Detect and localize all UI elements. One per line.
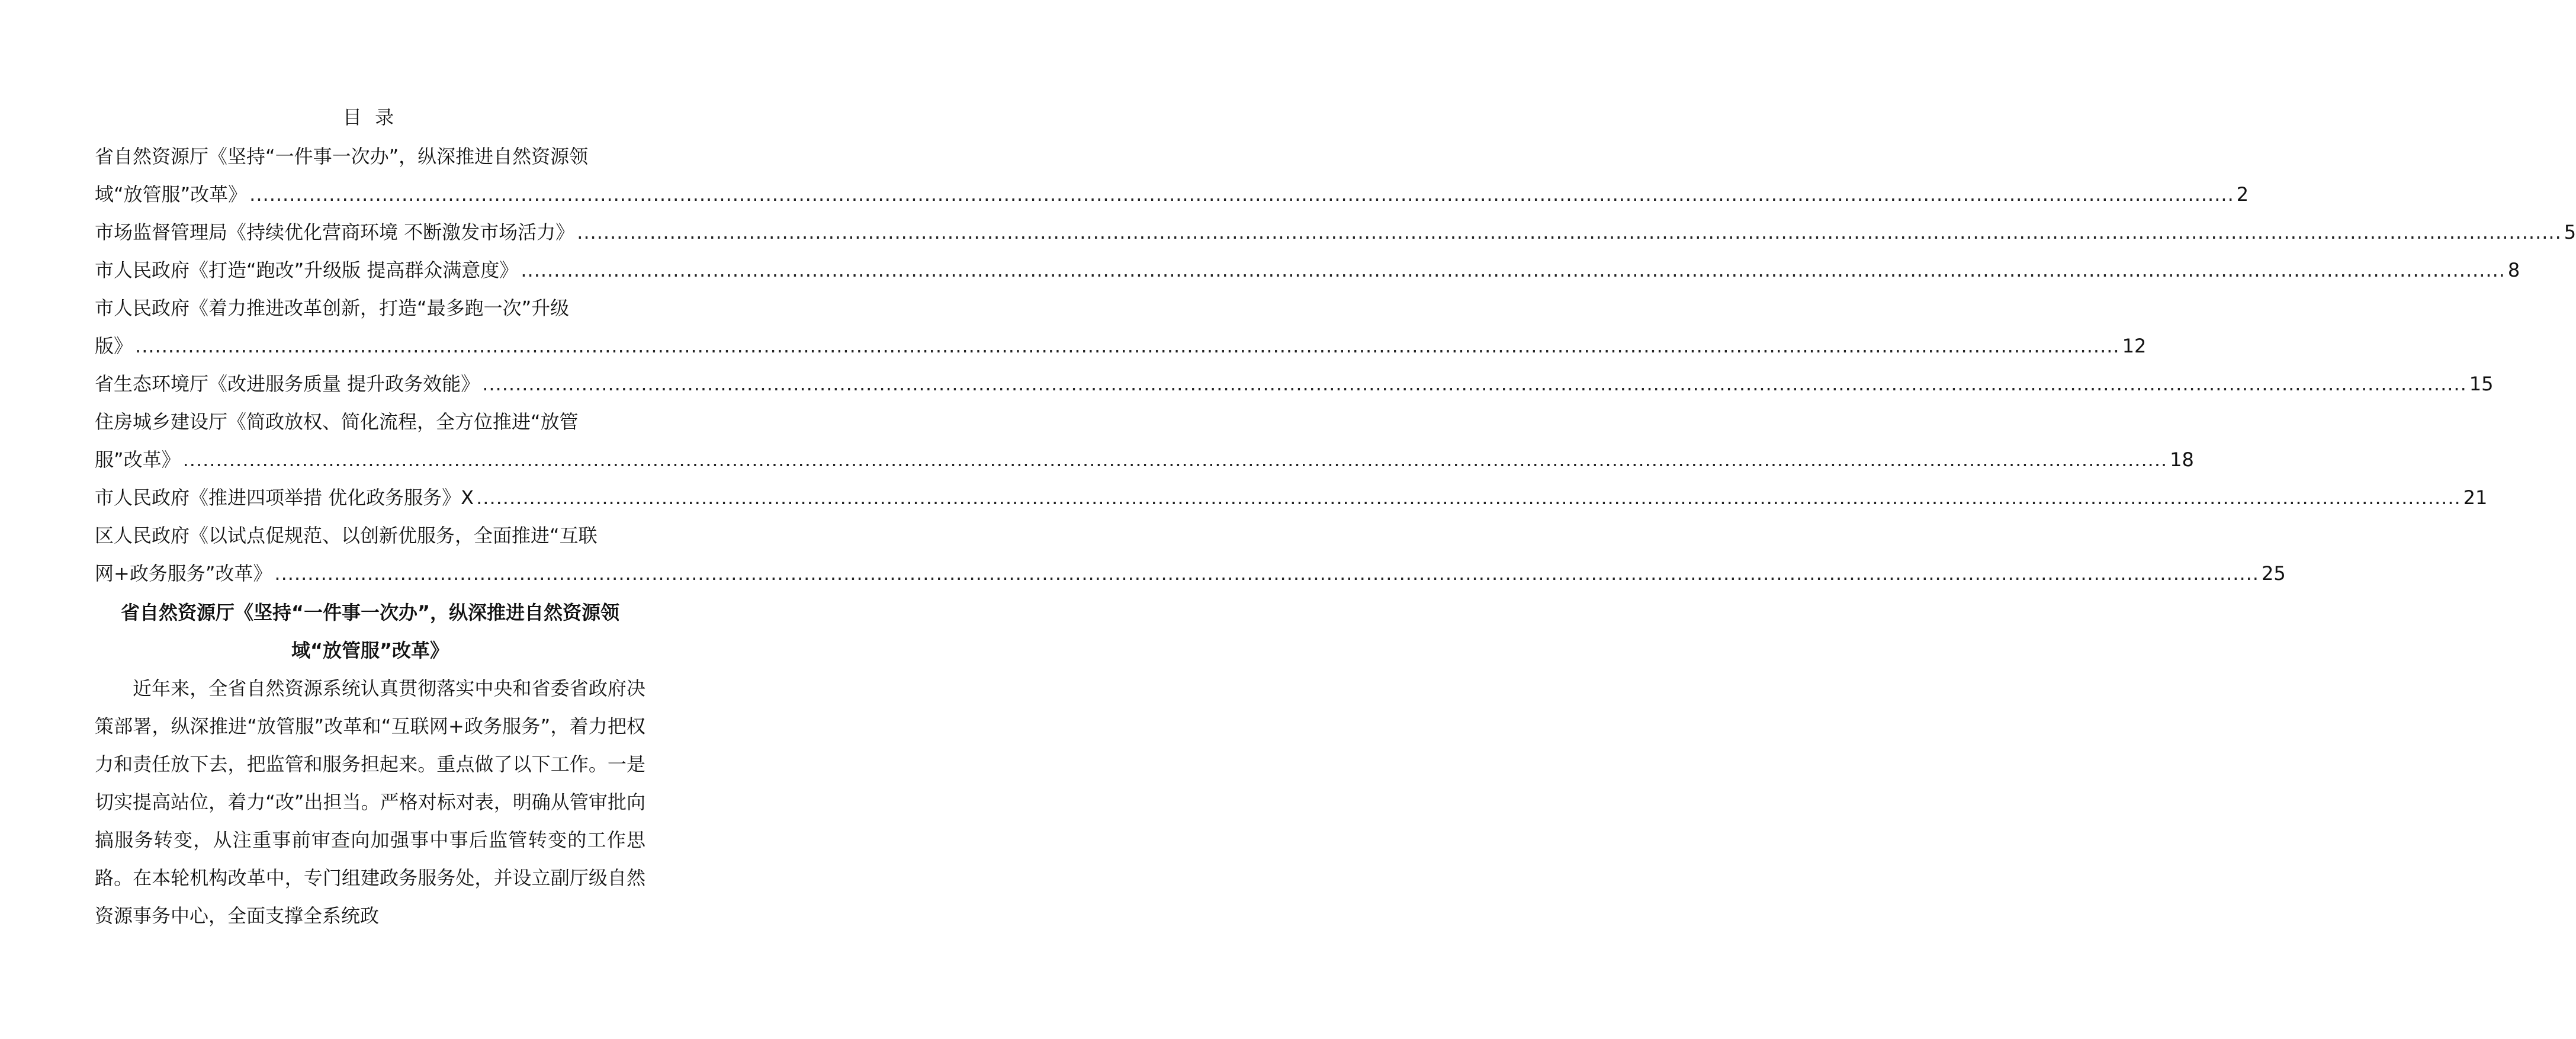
toc-page-number: 12: [2122, 335, 2147, 357]
toc-entry-title-line: 区人民政府《以试点促规范、以创新优服务，全面推进“互联: [95, 524, 598, 547]
toc-entry-title: 省生态环境厅《改进服务质量 提升政务效能》: [95, 373, 480, 395]
toc-entry[interactable]: [95, 251, 2520, 289]
toc-entry-leader-line: [95, 213, 2576, 251]
dot-leader: ............................................................................................................................................................................................................................................................................................................: [135, 335, 2120, 357]
dot-leader: ............................................................................................................................................................................................................................................................................................................: [476, 486, 2461, 509]
toc-entry-title: 域“放管服”改革》: [95, 183, 248, 206]
toc-entry-title-line: 住房城乡建设厅《简政放权、简化流程，全方位推进“放管: [95, 411, 579, 433]
toc-page-number: 18: [2170, 448, 2194, 471]
article-title: [95, 594, 645, 669]
toc-entry-leader-line: [95, 479, 2488, 517]
toc-entry-leader-line: [95, 251, 2520, 289]
dot-leader: ............................................................................................................................................................................................................................................................................................................: [521, 259, 2506, 281]
toc-entry[interactable]: [95, 517, 2286, 592]
toc-page-number: 25: [2261, 562, 2286, 585]
toc-entry[interactable]: [95, 365, 2494, 403]
table-of-contents: [95, 137, 2576, 592]
toc-entry-leader-line: [95, 175, 2249, 213]
toc-entry-title-line: 省自然资源厅《坚持“一件事一次办”，纵深推进自然资源领: [95, 145, 589, 168]
toc-heading: 目 录: [342, 106, 398, 129]
toc-page-number: 15: [2469, 373, 2494, 395]
article-title-line-1: 省自然资源厅《坚持“一件事一次办”，纵深推进自然资源领: [120, 601, 620, 624]
toc-entry-title: 市人民政府《推进四项举措 优化政务服务》X: [95, 486, 474, 509]
toc-entry[interactable]: [95, 137, 2249, 213]
article-body: 近年来，全省自然资源系统认真贯彻落实中央和省委省政府决策部署，纵深推进“放管服”改革和“互联网+政务服务”，着力把权力和责任放下去，把监管和服务担起来。重点做了以下工作。一是切实提高站位，着力“改”出担当。严格对标对表，明确从管审批向搞服务转变，从注重事前审查向加强事中事后监管转变的工作思路。在本轮机构改革中，专门组建政务服务处，并设立副厅级自然资源事务中心，全面支撑全系统政: [95, 677, 645, 927]
toc-page-number: 8: [2507, 259, 2520, 281]
toc-entry[interactable]: [95, 403, 2194, 479]
toc-entry[interactable]: [95, 213, 2576, 251]
toc-entry-title: 服”改革》: [95, 448, 181, 471]
dot-leader: ............................................................................................................................................................................................................................................................................................................: [274, 562, 2259, 585]
toc-page-number: 5: [2564, 221, 2576, 243]
toc-entry-title-line: 市人民政府《着力推进改革创新，打造“最多跑一次”升级: [95, 297, 570, 319]
toc-entry-leader-line: [95, 365, 2494, 403]
dot-leader: ............................................................................................................................................................................................................................................................................................................: [249, 183, 2234, 206]
toc-entry[interactable]: [95, 289, 2147, 365]
toc-entry-leader-line: [95, 554, 2286, 592]
toc-page-number: 2: [2236, 183, 2249, 206]
toc-entry[interactable]: [95, 479, 2488, 517]
dot-leader: ............................................................................................................................................................................................................................................................................................................: [182, 448, 2168, 471]
toc-entry-title: 网+政务服务”改革》: [95, 562, 272, 585]
toc-page-number: 21: [2463, 486, 2488, 509]
toc-entry-leader-line: [95, 327, 2147, 365]
toc-entry-title: 市人民政府《打造“跑改”升级版 提高群众满意度》: [95, 259, 519, 281]
article-title-line-2: 域“放管服”改革》: [291, 639, 449, 662]
toc-entry-title: 版》: [95, 335, 133, 357]
document-page: [95, 101, 2576, 935]
toc-entry-title: 市场监督管理局《持续优化营商环境 不断激发市场活力》: [95, 221, 575, 243]
dot-leader: ............................................................................................................................................................................................................................................................................................................: [577, 221, 2562, 243]
toc-entry-leader-line: [95, 441, 2194, 479]
dot-leader: ............................................................................................................................................................................................................................................................................................................: [482, 373, 2467, 395]
